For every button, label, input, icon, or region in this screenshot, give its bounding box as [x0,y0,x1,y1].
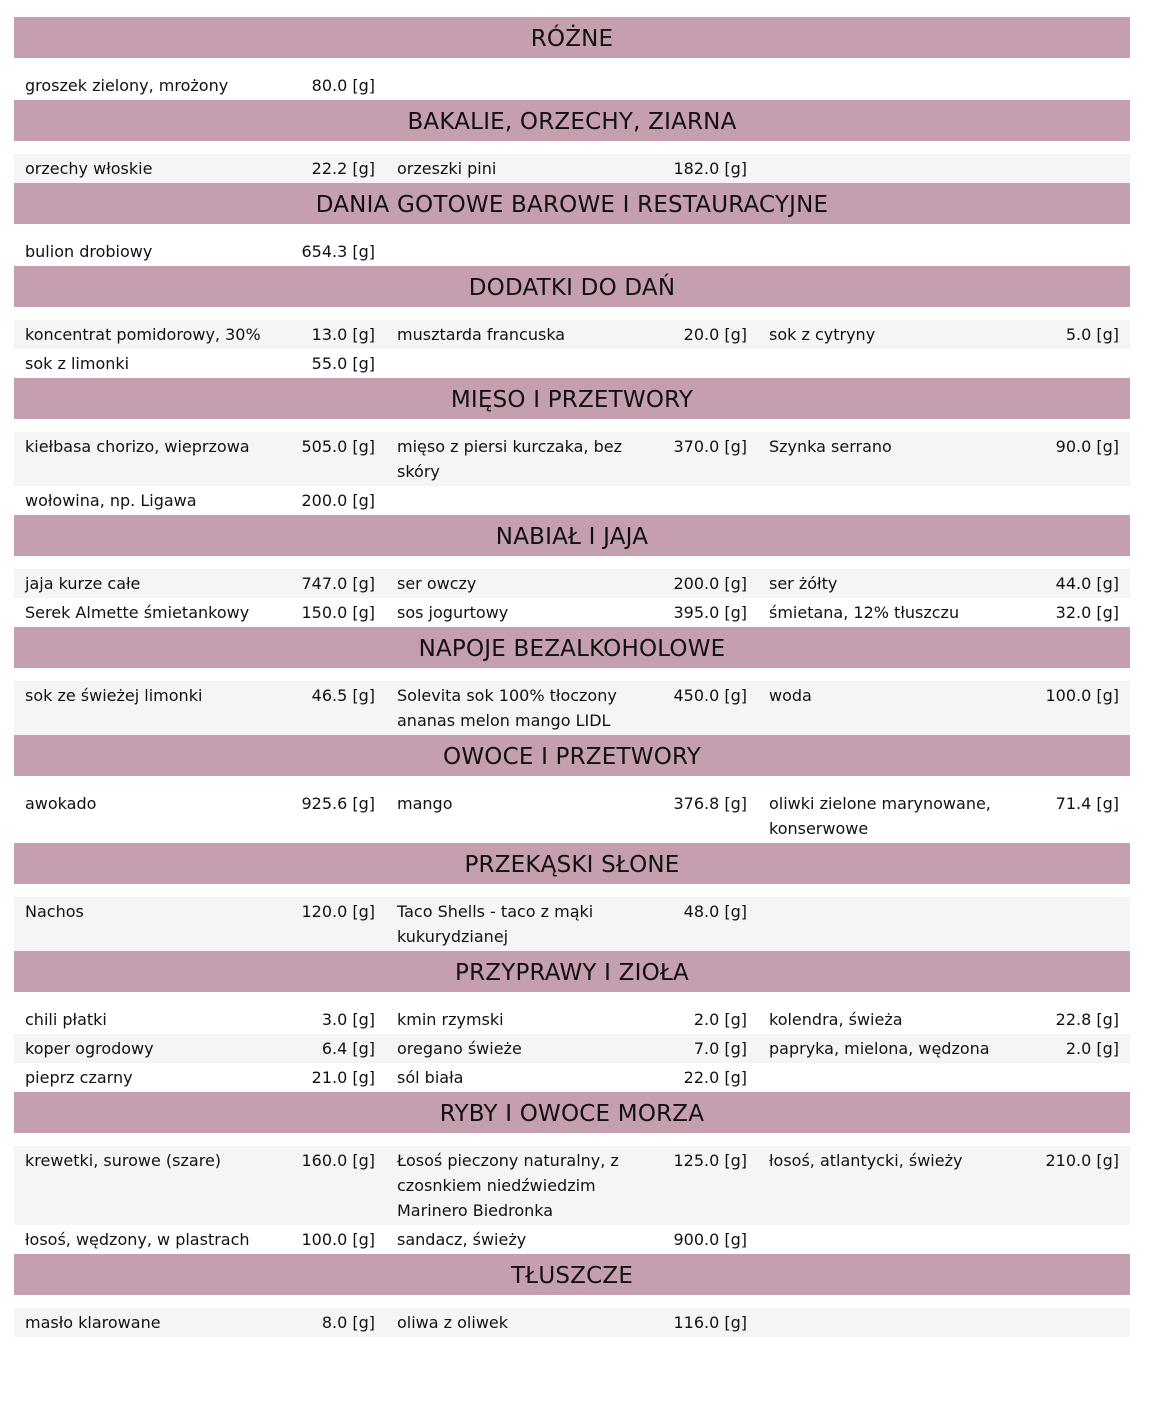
ingredient-name [758,1227,1010,1252]
category-header: BAKALIE, ORZECHY, ZIARNA [14,100,1130,141]
ingredient-item [386,683,758,733]
ingredient-name: krewetki, surowe (szare) [25,1151,222,1170]
category-section [14,378,1130,515]
ingredient-item [386,156,758,181]
ingredient-item [14,322,386,347]
table-row [14,237,1130,266]
ingredient-amount: 747.0 [g] [301,574,375,593]
ingredient-item [14,73,386,98]
ingredient-item [758,1227,1130,1252]
ingredient-amount: 182.0 [g] [673,159,747,178]
ingredient-amount: 8.0 [g] [321,1313,375,1332]
ingredient-amount: 505.0 [g] [301,437,375,456]
ingredient-item [14,571,386,596]
table-row [14,789,1130,843]
ingredient-item [758,156,1130,181]
ingredient-name: kmin rzymski [397,1010,504,1029]
ingredient-item [758,1310,1130,1335]
ingredient-item [386,600,758,625]
table-row [14,486,1130,515]
ingredient-amount: 654.3 [g] [301,242,375,261]
ingredient-item [386,488,758,513]
ingredient-amount: 395.0 [g] [673,603,747,622]
section-spacer [14,776,1130,789]
category-section [14,17,1130,100]
ingredient-item [758,1065,1130,1090]
shopping-list [14,17,1130,1337]
section-spacer [14,668,1130,681]
table-row [14,1146,1130,1225]
ingredient-amount: 22.2 [g] [311,159,375,178]
section-spacer [14,58,1130,71]
ingredient-name: Serek Almette śmietankowy [25,603,250,622]
table-row [14,569,1130,598]
category-header: NAPOJE BEZALKOHOLOWE [14,627,1130,668]
ingredient-amount [1010,351,1119,376]
ingredient-amount: 71.4 [g] [1055,794,1119,813]
ingredient-item [386,322,758,347]
ingredient-name: sok ze świeżej limonki [25,686,203,705]
ingredient-item [386,1036,758,1061]
ingredient-name: bulion drobiowy [25,242,153,261]
ingredient-name [758,488,1010,513]
ingredient-amount [1010,1310,1119,1335]
ingredient-item [758,73,1130,98]
ingredient-item [758,434,1130,484]
ingredient-name: pieprz czarny [25,1068,133,1087]
ingredient-amount: 21.0 [g] [311,1068,375,1087]
category-section [14,1254,1130,1337]
ingredient-amount: 80.0 [g] [311,76,375,95]
ingredient-amount: 150.0 [g] [301,603,375,622]
ingredient-item [14,600,386,625]
ingredient-name: chili płatki [25,1010,107,1029]
ingredient-item [386,1065,758,1090]
ingredient-name: sandacz, świeży [397,1230,527,1249]
category-section [14,515,1130,627]
section-spacer [14,224,1130,237]
ingredient-item [14,1065,386,1090]
ingredient-item [758,1007,1130,1032]
ingredient-item [14,899,386,949]
ingredient-amount: 116.0 [g] [673,1313,747,1332]
table-row [14,681,1130,735]
ingredient-item [14,1310,386,1335]
ingredient-amount [1010,1065,1119,1090]
ingredient-name [386,351,638,376]
category-header: MIĘSO I PRZETWORY [14,378,1130,419]
ingredient-item [14,1007,386,1032]
ingredient-item [386,899,758,949]
ingredient-item [758,322,1130,347]
ingredient-name: mięso z piersi kurczaka, bez skóry [397,437,622,481]
ingredient-item [758,571,1130,596]
ingredient-amount [1010,239,1119,264]
category-header: OWOCE I PRZETWORY [14,735,1130,776]
ingredient-name: koncentrat pomidorowy, 30% [25,325,261,344]
ingredient-item [14,1148,386,1223]
ingredient-amount: 100.0 [g] [301,1230,375,1249]
ingredient-name: koper ogrodowy [25,1039,154,1058]
ingredient-amount: 2.0 [g] [1065,1039,1119,1058]
ingredient-name: orzeszki pini [397,159,497,178]
ingredient-amount: 13.0 [g] [311,325,375,344]
ingredient-amount: 55.0 [g] [311,354,375,373]
ingredient-item [14,156,386,181]
ingredient-amount: 22.0 [g] [683,1068,747,1087]
ingredient-name [758,1065,1010,1090]
ingredient-item [386,1148,758,1223]
ingredient-amount: 7.0 [g] [693,1039,747,1058]
ingredient-name: oliwki zielone marynowane, konserwowe [769,794,991,838]
ingredient-item [14,434,386,484]
table-row [14,1034,1130,1063]
category-header: TŁUSZCZE [14,1254,1130,1295]
category-section [14,951,1130,1092]
ingredient-item [14,791,386,841]
category-section [14,183,1130,266]
ingredient-name [758,239,1010,264]
ingredient-name: śmietana, 12% tłuszczu [769,603,960,622]
ingredient-item [758,683,1130,733]
ingredient-name [758,156,1010,181]
ingredient-amount [638,351,747,376]
ingredient-name [758,73,1010,98]
ingredient-name: oregano świeże [397,1039,522,1058]
ingredient-name: sok z limonki [25,354,130,373]
ingredient-item [386,571,758,596]
ingredient-item [758,239,1130,264]
section-spacer [14,556,1130,569]
ingredient-item [758,899,1130,949]
table-row [14,1063,1130,1092]
ingredient-amount: 32.0 [g] [1055,603,1119,622]
ingredient-item [14,239,386,264]
ingredient-name: orzechy włoskie [25,159,153,178]
table-row [14,349,1130,378]
section-spacer [14,419,1130,432]
category-section [14,843,1130,951]
ingredient-item [386,239,758,264]
ingredient-item [758,351,1130,376]
ingredient-name: ser żółty [769,574,838,593]
ingredient-name: Nachos [25,902,84,921]
section-spacer [14,992,1130,1005]
ingredient-amount: 120.0 [g] [301,902,375,921]
ingredient-name [386,239,638,264]
ingredient-name: groszek zielony, mrożony [25,76,229,95]
ingredient-amount [1010,1227,1119,1252]
ingredient-name: woda [769,686,812,705]
ingredient-item [758,1036,1130,1061]
ingredient-name: Łosoś pieczony naturalny, z czosnkiem niedźwiedzim Marinero Biedronka [397,1151,619,1220]
ingredient-name: łosoś, atlantycki, świeży [769,1151,963,1170]
ingredient-amount: 200.0 [g] [301,491,375,510]
table-row [14,154,1130,183]
category-section [14,266,1130,378]
ingredient-item [386,434,758,484]
ingredient-item [386,1310,758,1335]
ingredient-name: awokado [25,794,97,813]
ingredient-amount: 22.8 [g] [1055,1010,1119,1029]
table-row [14,1225,1130,1254]
ingredient-item [14,1036,386,1061]
ingredient-item [386,1227,758,1252]
ingredient-name: Taco Shells - taco z mąki kukurydzianej [397,902,594,946]
category-section [14,735,1130,843]
ingredient-amount [1010,73,1119,98]
ingredient-amount: 3.0 [g] [321,1010,375,1029]
ingredient-name: kiełbasa chorizo, wieprzowa [25,437,250,456]
ingredient-name: papryka, mielona, wędzona [769,1039,990,1058]
category-header: RYBY I OWOCE MORZA [14,1092,1130,1133]
category-header: PRZEKĄSKI SŁONE [14,843,1130,884]
table-row [14,320,1130,349]
ingredient-name: musztarda francuska [397,325,566,344]
ingredient-amount [1010,899,1119,949]
ingredient-amount: 20.0 [g] [683,325,747,344]
ingredient-item [758,488,1130,513]
ingredient-item [758,1148,1130,1223]
ingredient-name: kolendra, świeża [769,1010,903,1029]
ingredient-name: sok z cytryny [769,325,876,344]
category-header: PRZYPRAWY I ZIOŁA [14,951,1130,992]
category-section [14,627,1130,735]
table-row [14,1005,1130,1034]
ingredient-item [14,488,386,513]
ingredient-amount: 925.6 [g] [301,794,375,813]
ingredient-amount: 376.8 [g] [673,794,747,813]
ingredient-name: ser owczy [397,574,477,593]
ingredient-amount: 2.0 [g] [693,1010,747,1029]
ingredient-name [758,899,1010,949]
ingredient-item [14,1227,386,1252]
ingredient-amount: 100.0 [g] [1045,686,1119,705]
ingredient-item [758,791,1130,841]
ingredient-name: łosoś, wędzony, w plastrach [25,1230,250,1249]
ingredient-item [386,73,758,98]
ingredient-amount [638,488,747,513]
ingredient-amount: 44.0 [g] [1055,574,1119,593]
ingredient-amount: 5.0 [g] [1065,325,1119,344]
ingredient-amount: 90.0 [g] [1055,437,1119,456]
ingredient-amount: 160.0 [g] [301,1151,375,1170]
ingredient-amount: 48.0 [g] [683,902,747,921]
ingredient-amount: 200.0 [g] [673,574,747,593]
ingredient-name: wołowina, np. Ligawa [25,491,197,510]
section-spacer [14,141,1130,154]
ingredient-name: masło klarowane [25,1313,161,1332]
table-row [14,598,1130,627]
ingredient-name: Szynka serrano [769,437,892,456]
ingredient-amount: 450.0 [g] [673,686,747,705]
section-spacer [14,307,1130,320]
ingredient-amount: 6.4 [g] [321,1039,375,1058]
ingredient-amount: 125.0 [g] [673,1151,747,1170]
ingredient-name: jaja kurze całe [25,574,141,593]
table-row [14,897,1130,951]
table-row [14,71,1130,100]
category-header: DODATKI DO DAŃ [14,266,1130,307]
ingredient-name: sól biała [397,1068,464,1087]
ingredient-name [386,488,638,513]
section-spacer [14,884,1130,897]
ingredient-name [386,73,638,98]
ingredient-name: oliwa z oliwek [397,1313,509,1332]
table-row [14,432,1130,486]
ingredient-name: mango [397,794,453,813]
ingredient-item [386,791,758,841]
ingredient-amount: 210.0 [g] [1045,1151,1119,1170]
category-section [14,1092,1130,1254]
ingredient-item [14,351,386,376]
table-row [14,1308,1130,1337]
category-header: NABIAŁ I JAJA [14,515,1130,556]
ingredient-amount [638,239,747,264]
category-header: DANIA GOTOWE BAROWE I RESTAURACYJNE [14,183,1130,224]
ingredient-name [758,1310,1010,1335]
ingredient-name: Solevita sok 100% tłoczony ananas melon mango LIDL [397,686,617,730]
ingredient-item [14,683,386,733]
ingredient-item [386,351,758,376]
ingredient-item [758,600,1130,625]
ingredient-item [386,1007,758,1032]
ingredient-amount: 370.0 [g] [673,437,747,456]
ingredient-name [758,351,1010,376]
ingredient-amount: 46.5 [g] [311,686,375,705]
ingredient-amount [1010,488,1119,513]
category-section [14,100,1130,183]
section-spacer [14,1295,1130,1308]
ingredient-amount: 900.0 [g] [673,1230,747,1249]
ingredient-name: sos jogurtowy [397,603,509,622]
category-header: RÓŻNE [14,17,1130,58]
ingredient-amount [1010,156,1119,181]
section-spacer [14,1133,1130,1146]
ingredient-amount [638,73,747,98]
